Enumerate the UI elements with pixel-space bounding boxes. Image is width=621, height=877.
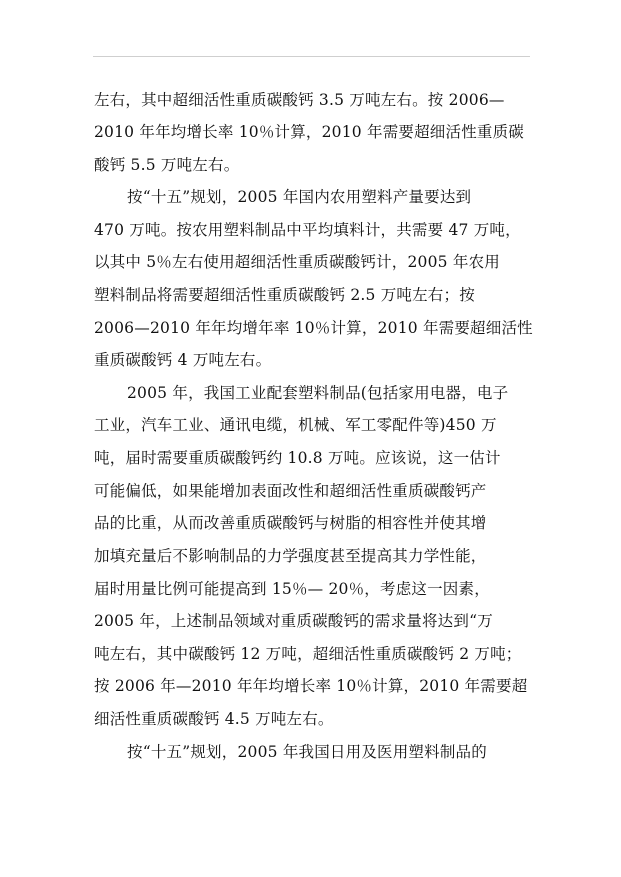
text-line: 细活性重质碳酸钙 4.5 万吨左右。 xyxy=(94,710,334,728)
text-line: 按 2006 年—2010 年年均增长率 10％计算，2010 年需要超 xyxy=(94,677,528,695)
text-line: 吨左右，其中碳酸钙 12 万吨，超细活性重质碳酸钙 2 万吨； xyxy=(94,645,522,663)
text-line: 470 万吨。按农用塑料制品中平均填料计，共需要 47 万吨， xyxy=(94,221,521,239)
text-line: 塑料制品将需要超细活性重质碳酸钙 2.5 万吨左右；按 xyxy=(94,286,475,304)
text-line: 加填充量后不影响制品的力学强度甚至提高其力学性能， xyxy=(94,547,487,565)
text-line: 工业，汽车工业、通讯电缆，机械、军工零配件等)450 万 xyxy=(94,416,497,434)
text-line: 2010 年年均增长率 10％计算，2010 年需要超细活性重质碳 xyxy=(94,123,524,141)
text-line: 届时用量比例可能提高到 15％— 20％，考虑这一因素， xyxy=(94,580,490,598)
text-line: 品的比重，从而改善重质碳酸钙与树脂的相容性并使其增 xyxy=(94,514,487,532)
text-line: 2005 年，上述制品领域对重质碳酸钙的需求量将达到“万 xyxy=(94,612,493,630)
text-line: 重质碳酸钙 4 万吨左右。 xyxy=(94,351,272,369)
text-line: 可能偏低，如果能增加表面改性和超细活性重质碳酸钙产 xyxy=(94,482,487,500)
text-line: 以其中 5％左右使用超细活性重质碳酸钙计，2005 年农用 xyxy=(94,253,500,271)
text-line: 酸钙 5.5 万吨左右。 xyxy=(94,156,240,174)
text-line: 2006—2010 年年均增年率 10％计算，2010 年需要超细活性 xyxy=(94,319,533,337)
paragraph-start-line: 按“十五”规划，2005 年国内农用塑料产量要达到 xyxy=(127,188,472,206)
paragraph-start-line: 按“十五”规划，2005 年我国日用及医用塑料制品的 xyxy=(127,743,487,761)
paragraph-start-line: 2005 年，我国工业配套塑料制品(包括家用电器，电子 xyxy=(127,384,509,402)
text-line: 左右，其中超细活性重质碳酸钙 3.5 万吨左右。按 2006— xyxy=(94,91,505,109)
header-rule xyxy=(93,56,530,57)
text-line: 吨，届时需要重质碳酸钙约 10.8 万吨。应该说，这一估计 xyxy=(94,449,501,467)
